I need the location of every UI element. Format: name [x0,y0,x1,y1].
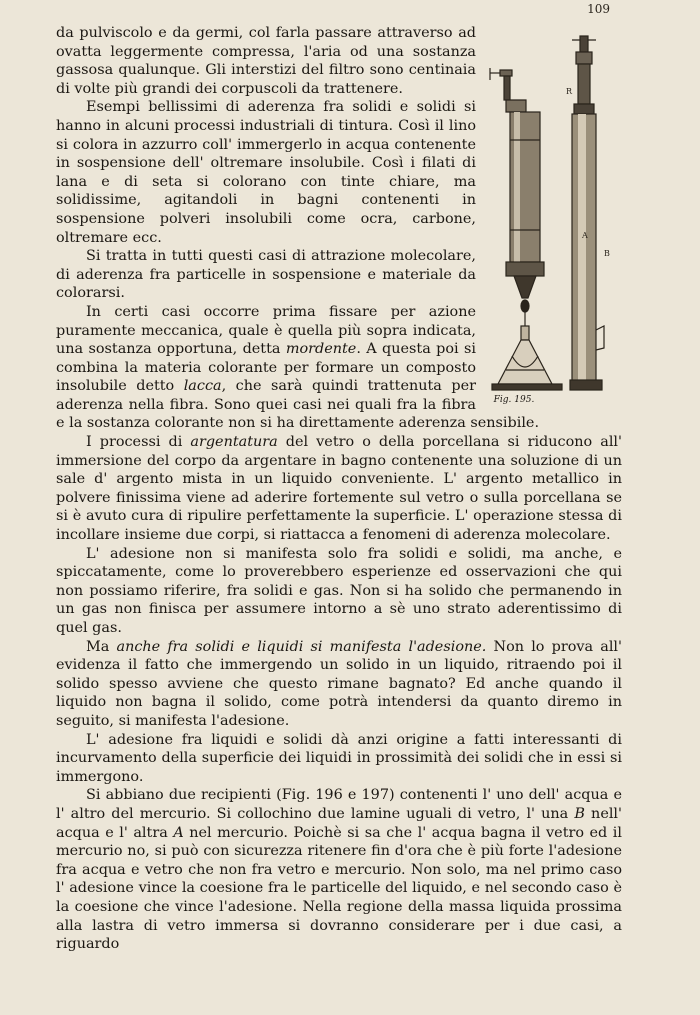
text-run: Esempi bellissimi di aderenza fra solidi e solidi si hanno in alcuni processi industriali di tintura. Così il lino si colora in azzurro coll' immergerlo in acqua contenente in sospensione dell' oltremare insolubile. Così i filati di lana e di seta si colorano con tinte chiare, ma solidissime, agitandoli in bagni contenenti in sospensione polveri insolubili come ocra, carbone, oltremare ecc. [56,99,476,246]
text-run: L' adesione fra liquidi e solidi dà anzi origine a fatti interessanti di incurvamento della superficie dei liquidi in prossimità dei solidi che in essi si immergono. [56,731,622,785]
text-run: Si tratta in tutti questi casi di attrazione molecolare, di aderenza fra particelle in sospensione e materiale da colorarsi. [56,248,476,302]
paragraph-p8 [56,731,622,787]
text-run: Si abbiano due recipienti (Fig. 196 e 197) contenenti l' uno dell' acqua e l' altro del mercurio. Si collochino due lamine uguali di vetro, l' una [56,787,622,822]
text-run: nel mercurio. Poichè si sa che l' acqua bagna il vetro ed il mercurio no, si può con sicurezza ritenere fin d'ora che è più forte l'adesione fra acqua e vetro che non fra vetro e mercurio. Non solo, ma nel primo caso l' adesione vince la coesione fra le particelle del liquido, e nel secondo caso è la coesione che vince l'adesione. Nella regione della massa liquida prossima alla lastra di vetro immersa si dovranno considerare per i due casi, a riguardo [56,824,623,953]
text-run: da pulviscolo e da germi, col farla passare attraverso ad ovatta leggermente compressa, l'aria od una sostanza gassosa qualunque. Gli interstizi del filtro sono centinaia di volte più grandi dei corpuscoli da trattenere. [56,25,476,97]
figure-caption: Fig. 195. [493,395,535,406]
italic-run: B [574,805,585,822]
text-run: , che sarà quindi trattenuta per aderenza nella fibra. Sono quei casi nei quali fra la fibra e la sostanza colorante non si ha direttamente aderenza sensibile. [56,378,540,432]
italic-run: argentatura [190,434,278,451]
italic-run: mordente [285,341,357,358]
text-run: In certi casi occorre prima fissare per azione puramente meccanica, quale è quella più sopra indicata, una sostanza opportuna, detta [56,303,476,358]
italic-run: anche fra solidi e liquidi si manifesta l'adesione. [116,638,487,655]
text-run: del vetro o della porcellana si riducono all' immersione del corpo da argentare in bagno contenente una soluzione di un sale d' argento mista in un liquido conveniente. L' argento metallico in polvere finissima viene ad aderire fortemente sul vetro o sulla porcellana se si è avuto cura di ripulire perfettamente la superficie. L' operazione stessa di incollare insieme due corpi, si riattacca a fenomeni di aderenza molecolare. [56,434,622,544]
figure-label-b: B [604,249,610,258]
italic-run: A [173,824,184,841]
figure-label-r: R [566,87,573,96]
text-run: nell' acqua e l' altra [56,805,622,841]
body-text [56,24,622,954]
text-run: Ma [86,638,117,655]
filter-apparatus-illustration [484,30,622,396]
paragraph-p5 [56,433,622,545]
figure-195 [484,30,622,410]
text-run: . A questa poi si combina la materia colorante per formare un composto insolubile detto [56,341,476,395]
text-run: I processi di [86,434,191,451]
paragraph-p7 [56,638,622,731]
text-run: L' adesione non si manifesta solo fra solidi e solidi, ma anche, e spiccatamente, come lo proverebbero esperienze ed osservazioni che qui non possiamo riferire, fra solidi e gas. Non si ha solido che permanendo in un gas non finisca per assumere intorno a sè uno strato aderentissimo di quel gas. [56,545,622,636]
figure-label-a: A [582,231,588,240]
text-run: Non lo prova all' evidenza il fatto che immergendo un solido in un liquido, ritraendo poi il solido spesso avviene che questo rimane bagnato? Ed anche quando il liquido non bagna il solido, come potrà intendersi da quanto diremo in seguito, si manifesta l'adesione. [56,638,622,729]
page-number: 109 [587,2,610,16]
italic-run: lacca [183,378,222,395]
paragraph-p9 [56,786,622,953]
paragraph-p6 [56,545,622,638]
